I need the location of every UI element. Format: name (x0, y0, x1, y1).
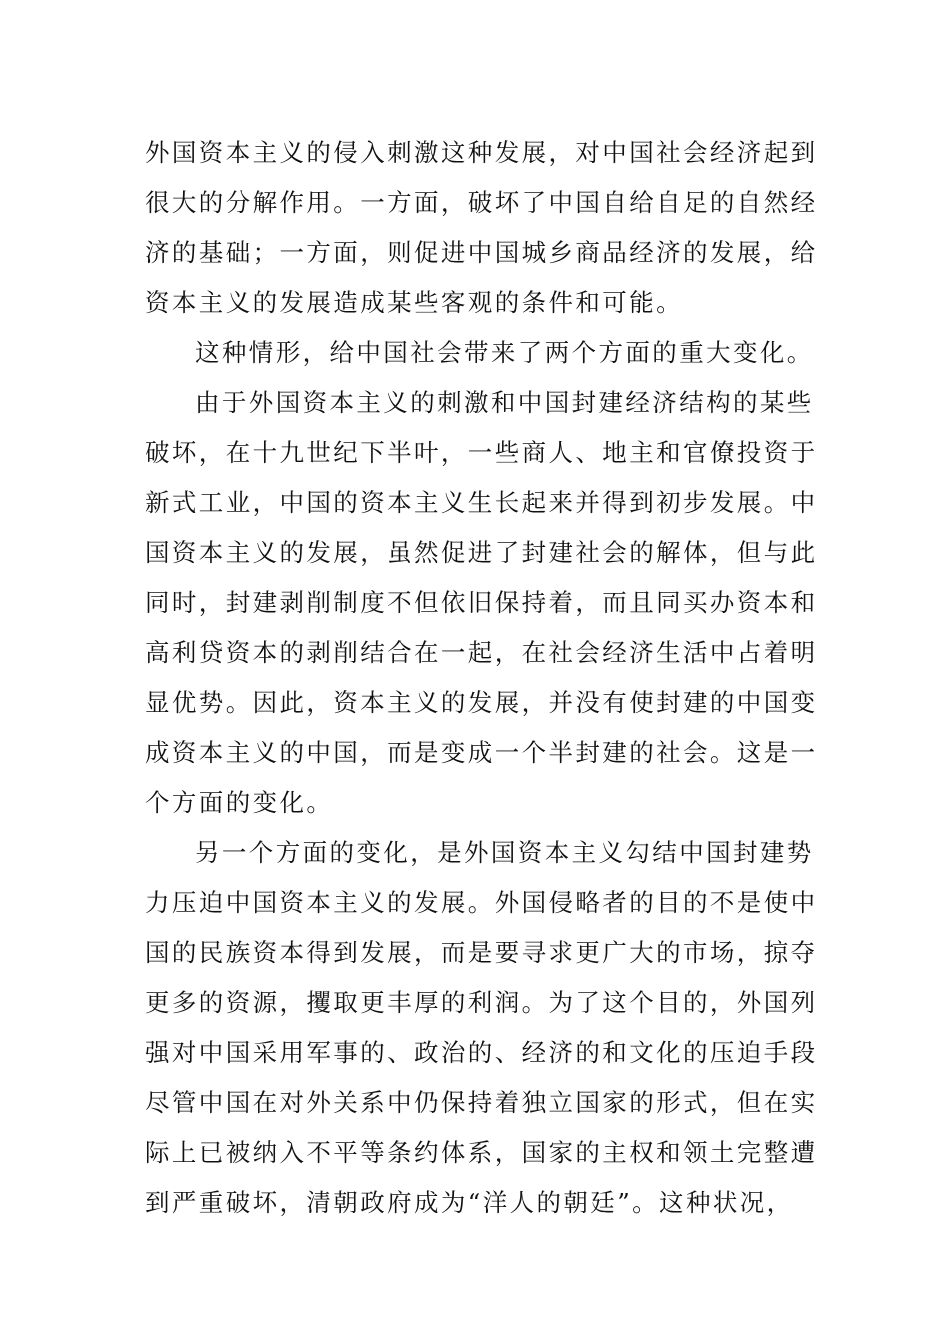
text-line: 国的民族资本得到发展，而是要寻求更广大的市场，掠夺 (145, 938, 818, 967)
text-line: 成资本主义的中国，而是变成一个半封建的社会。这是一 (145, 738, 818, 767)
text-line: 资本主义的发展造成某些客观的条件和可能。 (145, 288, 683, 317)
text-line: 际上已被纳入不平等条约体系，国家的主权和领土完整遭 (145, 1138, 818, 1167)
text-line: 新式工业，中国的资本主义生长起来并得到初步发展。中 (145, 488, 818, 517)
text-line: 破坏，在十九世纪下半叶，一些商人、地主和官僚投资于 (145, 438, 818, 467)
text-line: 济的基础；一方面，则促进中国城乡商品经济的发展，给 (145, 238, 818, 267)
text-line: 到严重破坏，清朝政府成为“洋人的朝廷”。这种状况， (145, 1188, 794, 1217)
text-line: 同时，封建剥削制度不但依旧保持着，而且同买办资本和 (145, 588, 818, 617)
text-line: 很大的分解作用。一方面，破坏了中国自给自足的自然经 (145, 188, 818, 217)
text-line: 尽管中国在对外关系中仍保持着独立国家的形式，但在实 (145, 1088, 818, 1117)
text-line: 个方面的变化。 (145, 788, 334, 817)
text-line: 显优势。因此，资本主义的发展，并没有使封建的中国变 (145, 688, 818, 717)
text-line: 更多的资源，攫取更丰厚的利润。为了这个目的，外国列 (145, 988, 818, 1017)
body-text (145, 128, 818, 1228)
text-line: 国资本主义的发展，虽然促进了封建社会的解体，但与此 (145, 538, 818, 567)
text-line: 由于外国资本主义的刺激和中国封建经济结构的某些 (195, 388, 814, 417)
text-line: 强对中国采用军事的、政治的、经济的和文化的压迫手段 (145, 1038, 818, 1067)
text-line: 这种情形，给中国社会带来了两个方面的重大变化。 (195, 338, 814, 367)
text-line: 力压迫中国资本主义的发展。外国侵略者的目的不是使中 (145, 888, 818, 917)
text-line: 另一个方面的变化，是外国资本主义勾结中国封建势 (195, 838, 814, 867)
text-line: 外国资本主义的侵入刺激这种发展，对中国社会经济起到 (145, 138, 818, 167)
text-line: 高利贷资本的剥削结合在一起，在社会经济生活中占着明 (145, 638, 818, 667)
